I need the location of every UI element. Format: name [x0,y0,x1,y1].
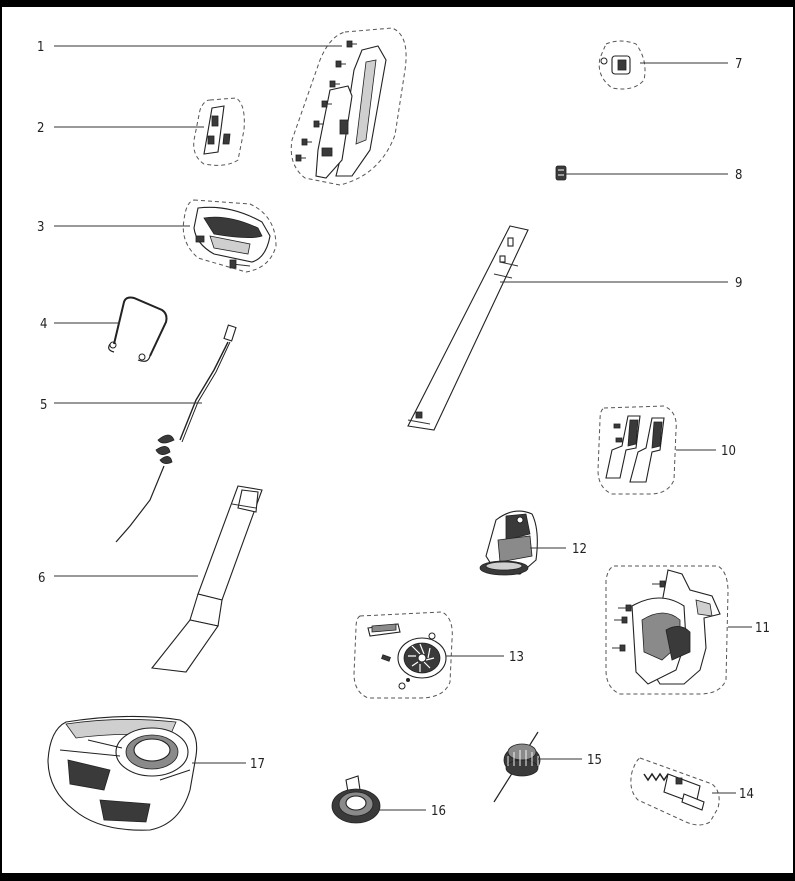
part-number-6: 6 [38,571,46,586]
part-number-14: 14 [739,787,754,802]
part-number-8: 8 [735,168,743,183]
part-16-spool-cap [332,776,380,823]
part-number-7: 7 [735,57,743,72]
part-number-17: 17 [250,757,265,772]
part-number-2: 2 [37,121,45,136]
part-number-10: 10 [721,444,736,459]
part-number-15: 15 [587,753,602,768]
part-5-cord [116,325,236,542]
part-10-couplers [598,406,676,494]
part-14-spring-assembly [631,758,719,825]
part-7-cap [599,41,645,89]
part-4-edge-guide [109,298,167,362]
part-number-13: 13 [509,650,524,665]
part-number-3: 3 [37,220,45,235]
part-8-clip [556,166,566,180]
part-1-handle-housing [291,28,406,185]
part-9-upper-shaft [408,226,528,430]
part-number-11: 11 [755,621,770,636]
part-number-1: 1 [37,40,45,55]
part-number-12: 12 [572,542,587,557]
part-number-4: 4 [40,317,48,332]
part-6-lower-shaft [152,486,262,672]
part-13-fan-assembly [354,612,452,698]
part-12-motor [480,511,537,575]
part-number-16: 16 [431,804,446,819]
part-3-auxiliary-handle [183,200,276,272]
part-17-guard [48,716,197,830]
part-number-9: 9 [735,276,743,291]
part-15-spool [494,732,540,802]
part-11-motor-housing [606,566,728,694]
part-2-switch [194,98,245,165]
part-number-5: 5 [40,398,48,413]
